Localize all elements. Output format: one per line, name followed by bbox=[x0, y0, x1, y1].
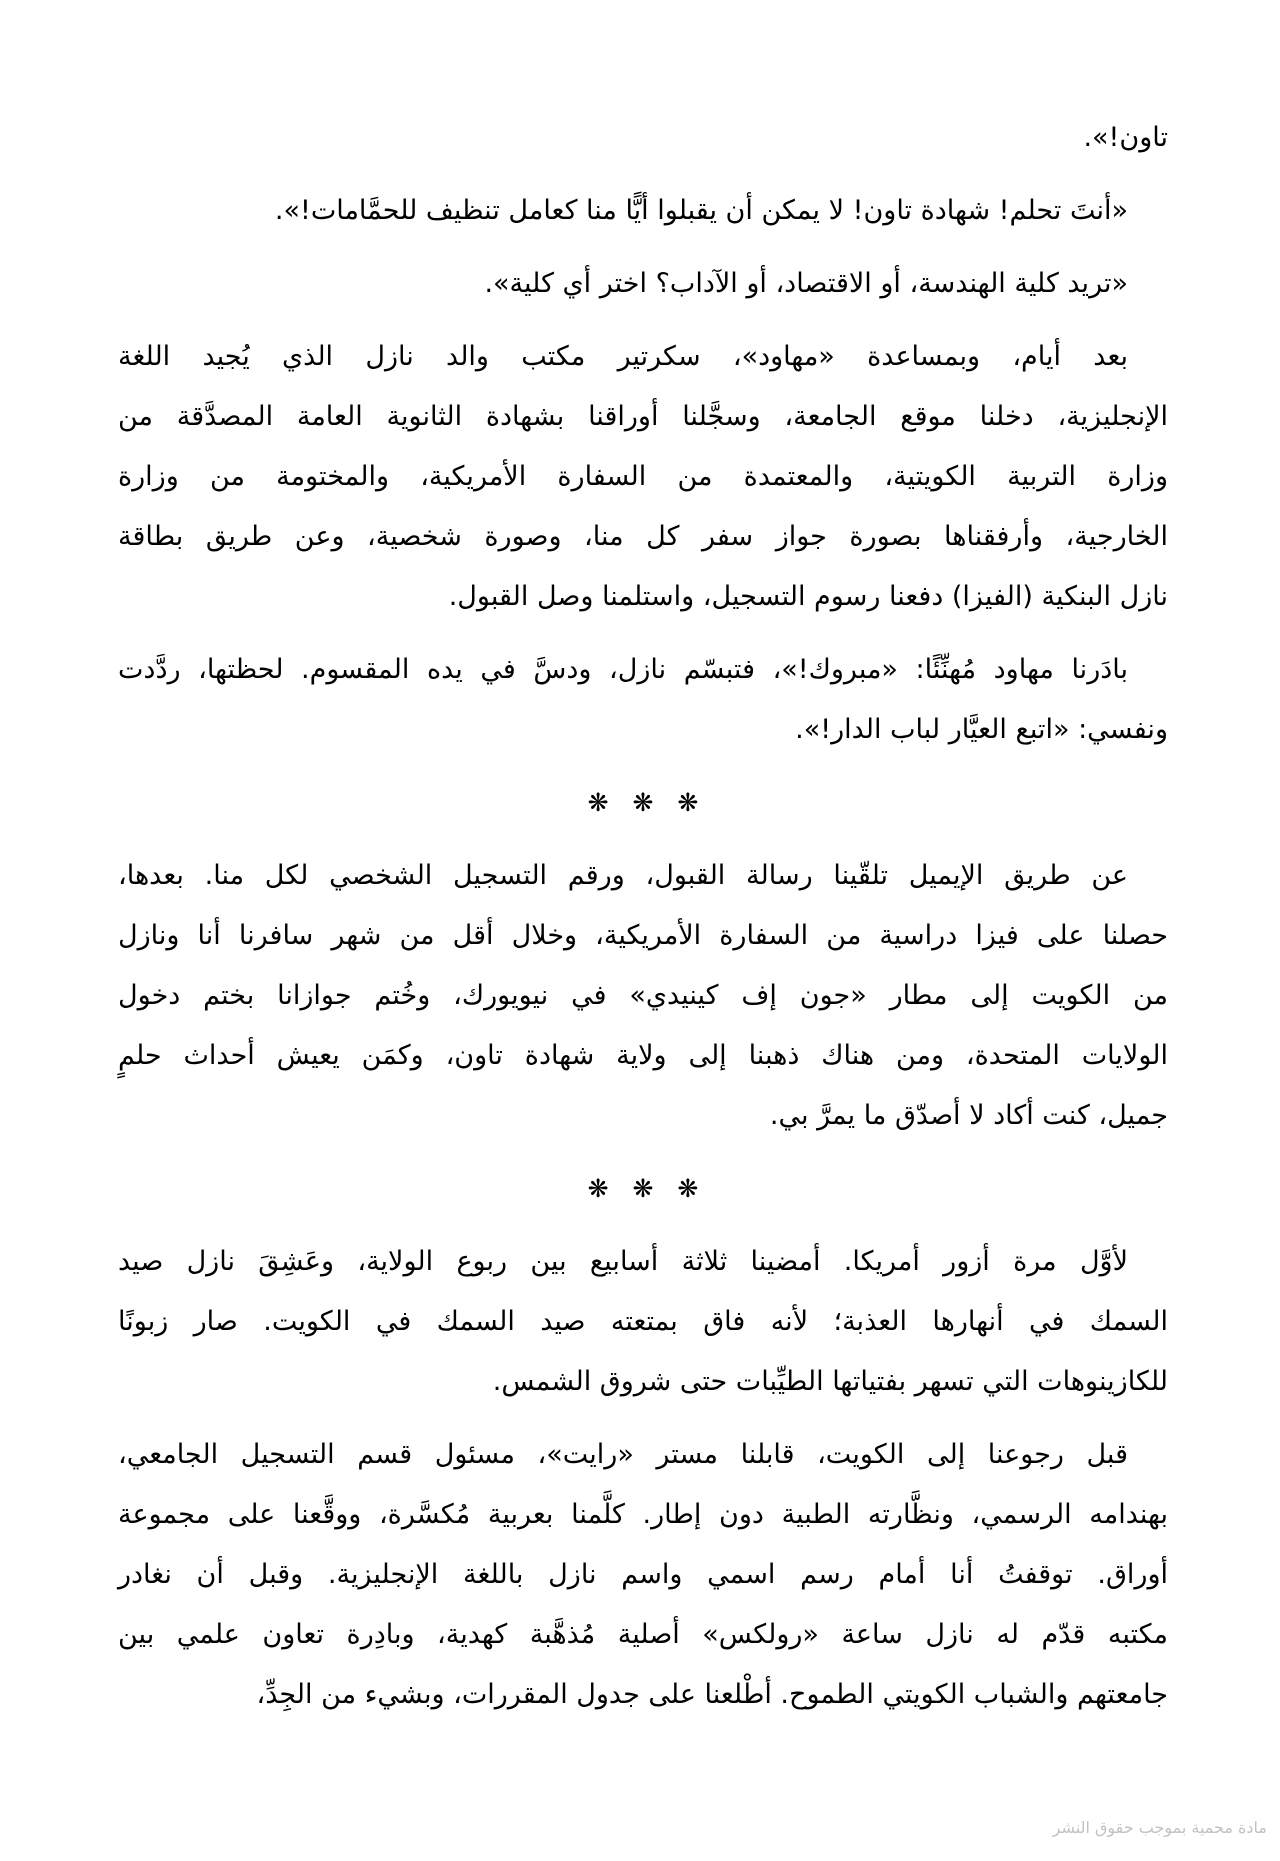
text-line: السمك في أنهارها العذبة؛ لأنه فاق بمتعته صيد السمك في الكويت. صار زبونًا bbox=[118, 1306, 1168, 1337]
paragraph bbox=[118, 108, 1168, 168]
text-line: أوراق. توقفتُ أنا أمام رسم اسمي واسم نازل باللغة الإنجليزية. وقبل أن نغادر bbox=[118, 1559, 1168, 1590]
text-line: جميل، كنت أكاد لا أصدّق ما يمرَّ بي. bbox=[769, 1100, 1168, 1131]
paragraph bbox=[118, 254, 1168, 314]
text-line: الخارجية، وأرفقناها بصورة جواز سفر كل منا، وصورة شخصية، وعن طريق بطاقة bbox=[118, 521, 1168, 552]
copyright-watermark: مادة محمية بموجب حقوق النشر bbox=[1052, 1818, 1267, 1837]
paragraph bbox=[118, 1425, 1168, 1725]
text-line: نازل البنكية (الفيزا) دفعنا رسوم التسجيل، واستلمنا وصل القبول. bbox=[448, 581, 1168, 612]
text-line: مكتبه قدّم له نازل ساعة «رولكس» أصلية مُذهَّبة كهدية، وبادِرة تعاون علمي بين bbox=[118, 1619, 1168, 1650]
section-separator: ❋ ❋ ❋ bbox=[587, 1174, 699, 1203]
text-line: الإنجليزية، دخلنا موقع الجامعة، وسجَّلنا أوراقنا بشهادة الثانوية العامة المصدَّقة من bbox=[118, 401, 1168, 432]
text-line: «أنتَ تحلم! شهادة تاون! لا يمكن أن يقبلوا أيًّا منا كعامل تنظيف للحمَّامات!». bbox=[274, 195, 1128, 226]
paragraph bbox=[118, 327, 1168, 627]
text-line: جامعتهم والشباب الكويتي الطموح. أطْلعنا على جدول المقررات، وبشيء من الجِدِّ، bbox=[256, 1679, 1168, 1710]
text-line: بهندامه الرسمي، ونظَّارته الطبية دون إطار. كلَّمنا بعربية مُكسَّرة، ووقَّعنا على مجموعة bbox=[118, 1499, 1168, 1530]
text-line: ونفسي: «اتبع العيَّار لباب الدار!». bbox=[795, 714, 1168, 745]
text-line: لأوَّل مرة أزور أمريكا. أمضينا ثلاثة أسابيع بين ربوع الولاية، وعَشِقَ نازل صيد bbox=[118, 1246, 1128, 1277]
paragraph bbox=[118, 181, 1168, 241]
text-line: وزارة التربية الكويتية، والمعتمدة من السفارة الأمريكية، والمختومة من وزارة bbox=[118, 461, 1168, 492]
paragraph bbox=[118, 640, 1168, 760]
text-line: للكازينوهات التي تسهر بفتياتها الطيِّبات حتى شروق الشمس. bbox=[492, 1366, 1168, 1397]
text-line: بادَرنا مهاود مُهنِّئًا: «مبروك!»، فتبسّم نازل، ودسَّ في يده المقسوم. لحظتها، ردَّدت bbox=[118, 654, 1128, 685]
text-line: بعد أيام، وبمساعدة «مهاود»، سكرتير مكتب والد نازل الذي يُجيد اللغة bbox=[118, 341, 1128, 372]
section-separator: ❋ ❋ ❋ bbox=[587, 788, 699, 817]
text-line: «تريد كلية الهندسة، أو الاقتصاد، أو الآداب؟ اختر أي كلية». bbox=[484, 268, 1128, 299]
paragraph bbox=[118, 846, 1168, 1146]
paragraph bbox=[118, 1232, 1168, 1412]
text-column bbox=[118, 108, 1168, 1725]
text-line: حصلنا على فيزا دراسية من السفارة الأمريكية، وخلال أقل من شهر سافرنا أنا ونازل bbox=[118, 920, 1168, 951]
text-line: الولايات المتحدة، ومن هناك ذهبنا إلى ولاية شهادة تاون، وكمَن يعيش أحداث حلمٍ bbox=[118, 1040, 1168, 1071]
text-line: من الكويت إلى مطار «جون إف كينيدي» في نيويورك، وخُتم جوازانا بختم دخول bbox=[118, 980, 1168, 1011]
text-line: تاون!». bbox=[1083, 122, 1168, 153]
text-line: عن طريق الإيميل تلقّينا رسالة القبول، ورقم التسجيل الشخصي لكل منا. بعدها، bbox=[118, 860, 1128, 891]
text-line: قبل رجوعنا إلى الكويت، قابلنا مستر «رايت»، مسئول قسم التسجيل الجامعي، bbox=[118, 1439, 1128, 1470]
